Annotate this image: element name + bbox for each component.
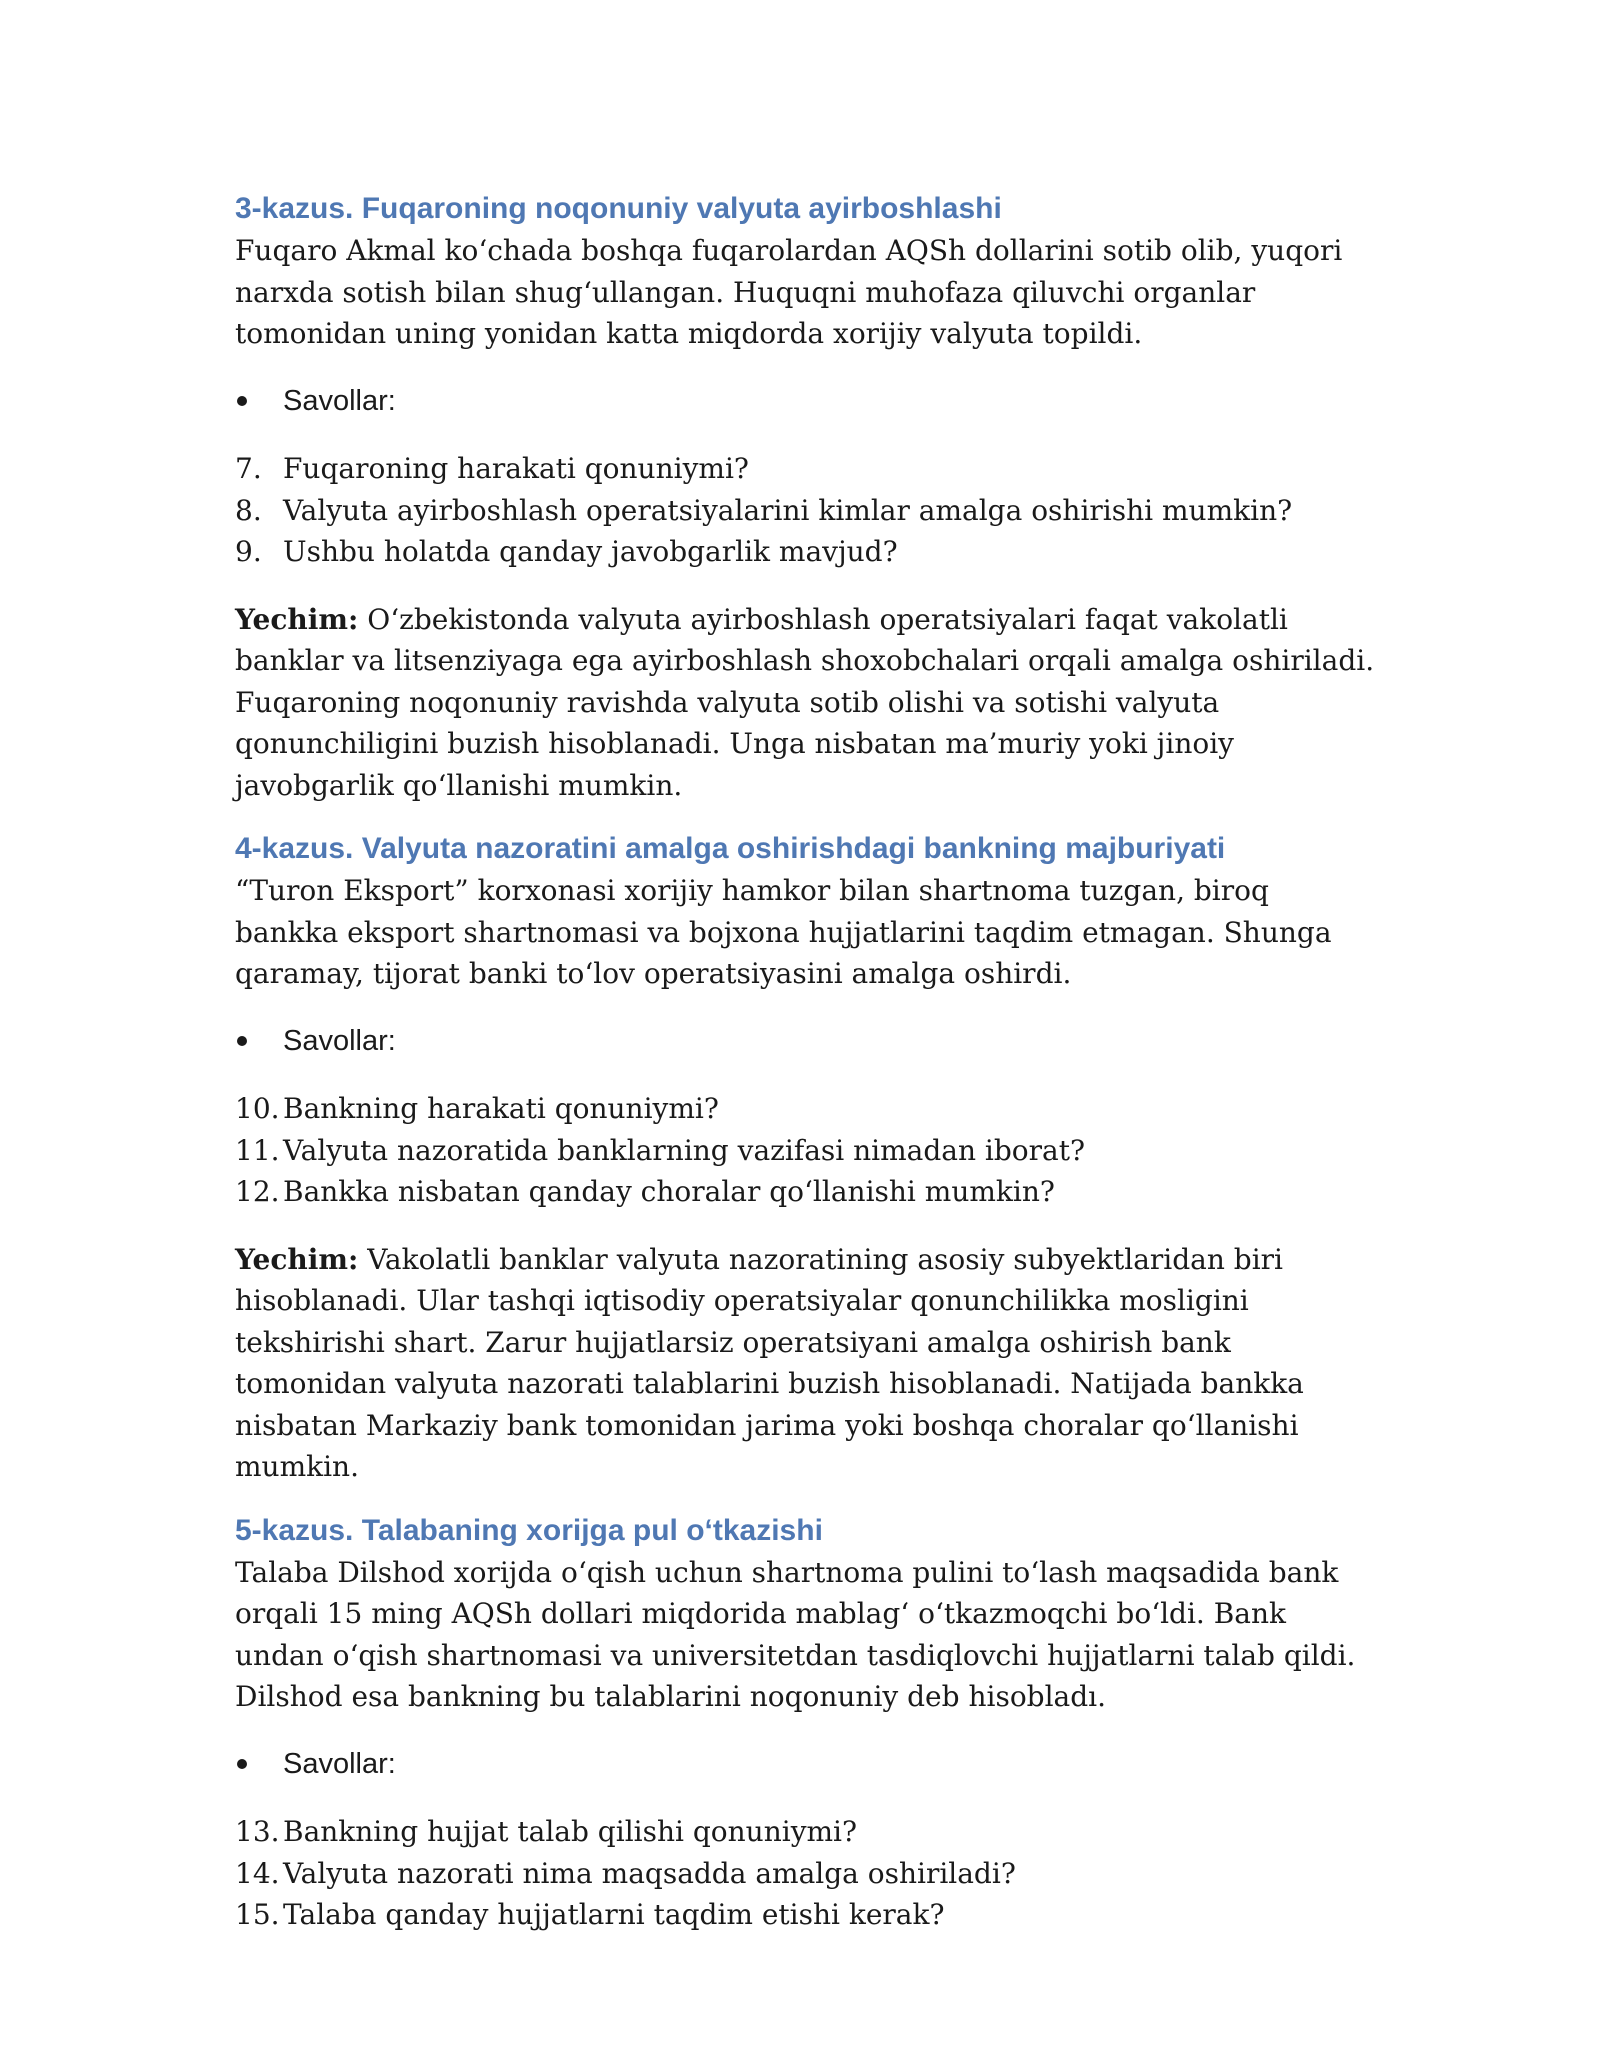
questions-list — [235, 1811, 1375, 1936]
case-body: Fuqaro Akmal ko‘chada boshqa fuqarolardan AQSh dollarini sotib olib, yuqori narxda sotish bilan shug‘ullangan. Huquqni muhofaza qiluvchi organlar tomonidan uning yonidan katta miqdorda xorijiy valyuta topildi. — [235, 234, 1343, 350]
questions-bullet — [235, 1744, 1375, 1786]
questions-list — [235, 1088, 1375, 1213]
question-text: Ushbu holatda qanday javobgarlik mavjud? — [283, 535, 898, 568]
bullet-icon — [235, 1744, 283, 1786]
solution-paragraph — [235, 1239, 1375, 1488]
question-item — [235, 490, 1375, 532]
case-body: Talaba Dilshod xorijda o‘qish uchun shartnoma pulini to‘lash maqsadida bank orqali 15 ming AQSh dollari miqdorida mablag‘ o‘tkazmoqchi bo‘ldi. Bank undan o‘qish shartnomasi va universitetdan tasdiqlovchi hujjatlarni talab qildi. Dilshod esa bankning bu talablarini noqonuniy deb hisobladı. — [235, 1555, 1356, 1713]
solution-label: Yechim: — [235, 1242, 359, 1276]
case-heading: 5-kazus. Talabaning xorijga pul o‘tkazishi — [235, 1513, 823, 1547]
case-5 — [235, 1510, 1375, 1936]
case-3 — [235, 188, 1375, 806]
question-item — [235, 1811, 1375, 1853]
question-text: Bankning hujjat talab qilishi qonuniymi? — [283, 1815, 858, 1848]
bullet-icon — [235, 1021, 283, 1063]
solution-paragraph — [235, 599, 1375, 807]
solution-label: Yechim: — [235, 602, 359, 636]
case-heading: 4-kazus. Valyuta nazoratini amalga oshirishdagi bankning majburiyati — [235, 832, 1226, 865]
case-body: “Turon Eksport” korxonasi xorijiy hamkor bilan shartnoma tuzgan, biroq bankka eksport shartnomasi va bojxona hujjatlarini taqdim etmagan. Shunga qaramay, tijorat banki to‘lov operatsiyasini amalga oshirdi. — [235, 874, 1332, 990]
bullet-icon — [235, 381, 283, 423]
question-text: Talaba qanday hujjatlarni taqdim etishi kerak? — [283, 1898, 945, 1931]
question-number: 7. — [235, 452, 262, 485]
case-heading: 3-kazus. Fuqaroning noqonuniy valyuta ayirboshlashi — [235, 192, 1002, 225]
question-item — [235, 1088, 1375, 1130]
question-item — [235, 448, 1375, 490]
questions-label: Savollar: — [283, 1024, 396, 1057]
case-4 — [235, 828, 1375, 1488]
questions-label: Savollar: — [283, 1747, 396, 1780]
question-item — [235, 1171, 1375, 1213]
question-number: 9. — [235, 535, 262, 568]
solution-text: Vakolatli banklar valyuta nazoratining asosiy subyektlaridan biri hisoblanadi. Ular tashqi iqtisodiy operatsiyalar qonunchilikka mosligini tekshirishi shart. Zarur hujjatlarsiz operatsiyani amalga oshirish bank tomonidan valyuta nazorati talablarini buzish hisoblanadi. Natijada bankka nisbatan Markaziy bank tomonidan jarima yoki boshqa choralar qo‘llanishi mumkin. — [235, 1242, 1304, 1483]
question-text: Valyuta nazoratida banklarning vazifasi nimadan iborat? — [283, 1133, 1085, 1167]
document-page — [235, 188, 1375, 1936]
question-text: Valyuta nazorati nima maqsadda amalga oshiriladi? — [283, 1856, 1016, 1890]
questions-list — [235, 448, 1375, 573]
question-item — [235, 1853, 1375, 1895]
question-item — [235, 1894, 1375, 1936]
question-item — [235, 1130, 1375, 1172]
question-text: Bankka nisbatan qanday choralar qo‘llanishi mumkin? — [283, 1175, 1055, 1208]
question-number: 15. — [235, 1898, 280, 1931]
solution-text: O‘zbekistonda valyuta ayirboshlash operatsiyalari faqat vakolatli banklar va litsenziyaga ega ayirboshlash shoxobchalari orqali amalga oshiriladi. Fuqaroning noqonuniy ravishda valyuta sotib olishi va sotishi valyuta qonunchiligini buzish hisoblanadi. Unga nisbatan ma’muriy yoki jinoiy javobgarlik qo‘llanishi mumkin. — [235, 602, 1375, 802]
questions-bullet — [235, 1021, 1375, 1063]
question-text: Valyuta ayirboshlash operatsiyalarini kimlar amalga oshirishi mumkin? — [283, 493, 1293, 527]
question-number: 13. — [235, 1815, 280, 1848]
question-number: 8. — [235, 493, 262, 527]
question-number: 14. — [235, 1856, 280, 1890]
questions-bullet — [235, 381, 1375, 423]
question-text: Bankning harakati qonuniymi? — [283, 1092, 719, 1125]
question-number: 11. — [235, 1133, 280, 1167]
questions-label: Savollar: — [283, 384, 396, 417]
question-item — [235, 531, 1375, 573]
question-text: Fuqaroning harakati qonuniymi? — [283, 452, 749, 485]
question-number: 12. — [235, 1175, 280, 1208]
question-number: 10. — [235, 1092, 280, 1125]
